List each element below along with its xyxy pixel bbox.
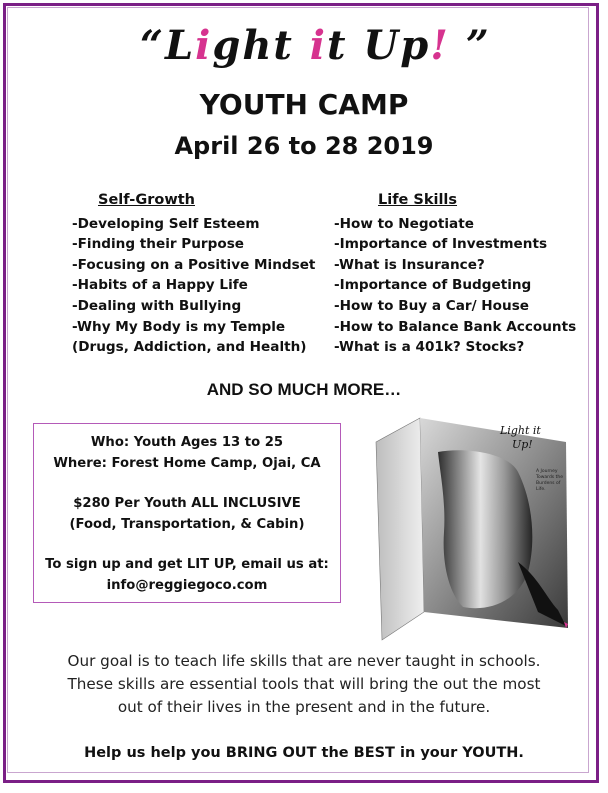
list-item: -Focusing on a Positive Mindset bbox=[72, 256, 316, 273]
book-subtitle-4: Life. bbox=[536, 487, 546, 492]
goal-statement: Our goal is to teach life skills that are never taught in schools. These skills are essential tools that will bring the out the most out of their lives in the present and in the future. bbox=[67, 652, 541, 716]
list-item: (Drugs, Addiction, and Health) bbox=[72, 339, 307, 356]
list-item: -Importance of Investments bbox=[334, 236, 548, 253]
list-item: -Developing Self Esteem bbox=[72, 215, 260, 232]
list-item: -How to Buy a Car/ House bbox=[334, 297, 530, 314]
life-skills-heading: Life Skills bbox=[378, 192, 458, 208]
includes-line: (Food, Transportation, & Cabin) bbox=[69, 516, 305, 532]
list-item: -Why My Body is my Temple bbox=[72, 318, 286, 335]
camp-dates: April 26 to 28 2019 bbox=[174, 132, 434, 160]
self-growth-list bbox=[72, 214, 322, 358]
book-subtitle-1: A Journey bbox=[536, 469, 558, 474]
list-item: -Finding their Purpose bbox=[72, 236, 245, 253]
list-item: -What is a 401k? Stocks? bbox=[334, 339, 525, 356]
self-growth-heading: Self-Growth bbox=[98, 192, 195, 208]
book-title-2: Up! bbox=[512, 438, 533, 451]
email-link[interactable]: info@reggiegoco.com bbox=[106, 577, 268, 593]
who-line: Who: Youth Ages 13 to 25 bbox=[90, 435, 284, 450]
list-item: -Dealing with Bullying bbox=[72, 297, 242, 314]
list-item: -Importance of Budgeting bbox=[334, 277, 532, 294]
and-more-banner: AND SO MUCH MORE… bbox=[206, 380, 402, 399]
call-to-action: Help us help you BRING OUT the BEST in your YOUTH. bbox=[84, 745, 524, 761]
life-skills-list bbox=[334, 214, 577, 358]
where-line: Where: Forest Home Camp, Ojai, CA bbox=[53, 455, 321, 471]
list-item: -Habits of a Happy Life bbox=[72, 277, 248, 294]
book-subtitle-2: Towards the bbox=[536, 475, 563, 480]
book-subtitle-3: Burdens of bbox=[536, 481, 561, 486]
list-item: -How to Negotiate bbox=[334, 215, 474, 232]
list-item: -How to Balance Bank Accounts bbox=[334, 318, 577, 335]
camp-logo-title: “Light it Up! ” bbox=[140, 22, 491, 69]
book-spine bbox=[376, 418, 424, 640]
signup-line: To sign up and get LIT UP, email us at: bbox=[45, 557, 329, 572]
book-title-1: Light it bbox=[500, 424, 541, 437]
page-title: YOUTH CAMP bbox=[199, 88, 409, 121]
price-line: $280 Per Youth ALL INCLUSIVE bbox=[73, 496, 301, 511]
camp-info-box bbox=[33, 423, 341, 603]
life-skills-section bbox=[334, 190, 577, 358]
list-item: -What is Insurance? bbox=[334, 256, 485, 273]
self-growth-section bbox=[72, 190, 322, 358]
cover-figure bbox=[438, 450, 532, 608]
book-cover-image bbox=[368, 412, 574, 642]
